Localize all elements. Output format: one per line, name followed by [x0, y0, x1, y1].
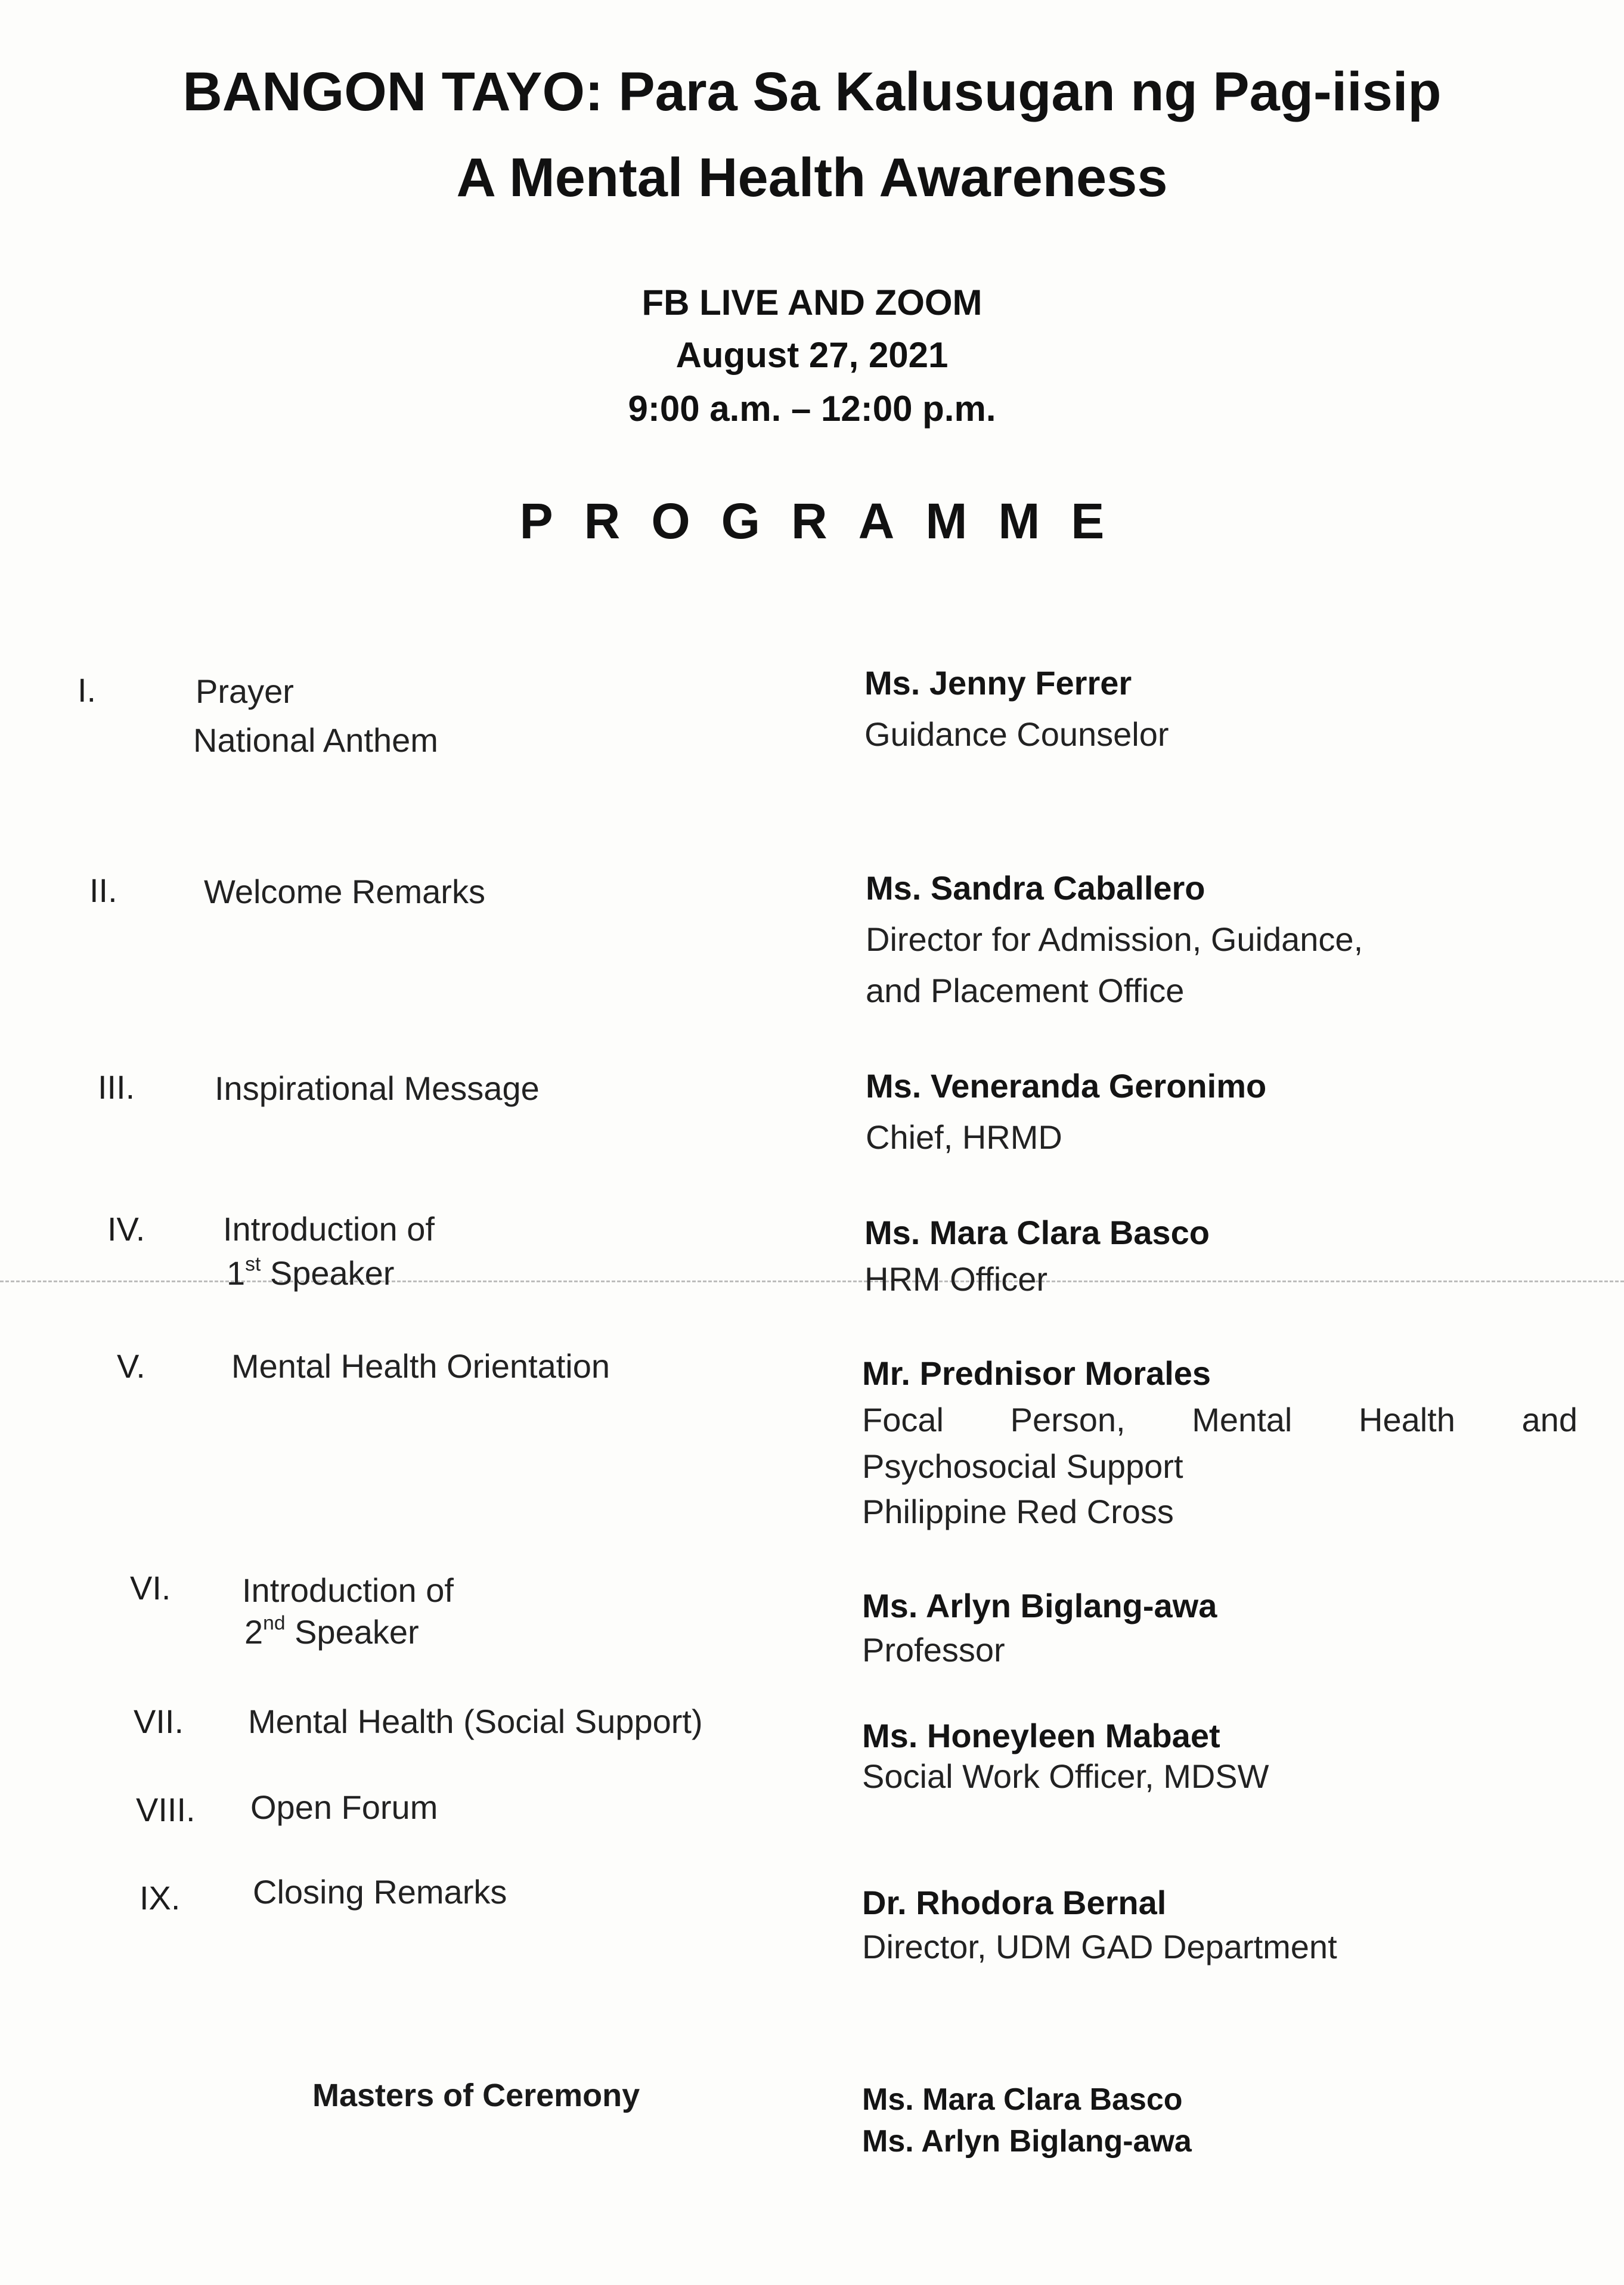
ordinal-tail: Speaker — [295, 1613, 419, 1651]
programme-heading: PROGRAMME — [519, 493, 1136, 549]
speaker-role: Guidance Counselor — [864, 715, 1169, 753]
item-activity: Introduction of — [242, 1571, 454, 1609]
item-numeral: VIII. — [136, 1791, 196, 1828]
speaker-name: Mr. Prednisor Morales — [862, 1354, 1211, 1392]
speaker-role: Chief, HRMD — [866, 1118, 1062, 1156]
item-activity: Mental Health (Social Support) — [248, 1703, 703, 1740]
speaker-role: HRM Officer — [864, 1260, 1047, 1298]
event-time: 9:00 a.m. – 12:00 p.m. — [628, 389, 996, 429]
item-numeral: I. — [78, 671, 97, 709]
speaker-role-justified: Focal Person, Mental Health and — [862, 1401, 1577, 1438]
speaker-role: Philippine Red Cross — [862, 1493, 1174, 1530]
ordinal-number: 2 — [244, 1613, 264, 1651]
ordinal-tail: Speaker — [269, 1254, 395, 1292]
speaker-role: Director for Admission, Guidance, — [866, 920, 1363, 958]
item-activity: Open Forum — [250, 1788, 438, 1826]
item-numeral: II. — [89, 872, 117, 909]
event-subtitle: A Mental Health Awareness — [456, 147, 1168, 208]
ordinal-suffix: st — [245, 1253, 261, 1276]
speaker-name: Ms. Honeyleen Mabaet — [862, 1717, 1220, 1754]
item-activity: Introduction of — [223, 1210, 435, 1248]
item-numeral: IV. — [107, 1210, 145, 1248]
item-activity: Inspirational Message — [215, 1069, 540, 1107]
item-numeral: V. — [117, 1347, 145, 1385]
mc-name: Ms. Mara Clara Basco — [862, 2082, 1183, 2117]
item-numeral: IX. — [140, 1879, 181, 1917]
ordinal-number: 1 — [227, 1254, 246, 1292]
item-activity-ordinal-line — [244, 1612, 419, 1651]
mc-name: Ms. Arlyn Biglang-awa — [862, 2124, 1192, 2159]
speaker-role: Director, UDM GAD Department — [862, 1928, 1337, 1965]
event-date: August 27, 2021 — [675, 335, 949, 375]
ordinal-suffix: nd — [263, 1612, 286, 1635]
speaker-role: Psychosocial Support — [862, 1447, 1183, 1485]
item-numeral: VI. — [130, 1569, 171, 1607]
speaker-name: Ms. Veneranda Geronimo — [866, 1067, 1267, 1105]
item-activity: National Anthem — [193, 721, 438, 759]
event-platform: FB LIVE AND ZOOM — [641, 283, 983, 323]
item-activity: Welcome Remarks — [204, 873, 485, 910]
speaker-name: Ms. Jenny Ferrer — [864, 664, 1132, 702]
speaker-name: Dr. Rhodora Bernal — [862, 1884, 1167, 1921]
speaker-role: Social Work Officer, MDSW — [862, 1757, 1269, 1795]
item-activity: Mental Health Orientation — [231, 1347, 610, 1385]
item-numeral: VII. — [134, 1703, 184, 1740]
item-activity: Prayer — [196, 672, 294, 710]
speaker-name: Ms. Mara Clara Basco — [864, 1214, 1210, 1251]
event-title: BANGON TAYO: Para Sa Kalusugan ng Pag-iisip — [182, 61, 1442, 122]
masters-of-ceremony-label: Masters of Ceremony — [312, 2078, 640, 2113]
speaker-role: Professor — [862, 1631, 1005, 1669]
speaker-name: Ms. Sandra Caballero — [866, 869, 1205, 907]
item-numeral: III. — [98, 1068, 135, 1106]
item-activity: Closing Remarks — [253, 1873, 507, 1911]
speaker-name: Ms. Arlyn Biglang-awa — [862, 1587, 1217, 1624]
speaker-role: and Placement Office — [866, 972, 1185, 1009]
item-activity-ordinal-line — [227, 1253, 395, 1292]
